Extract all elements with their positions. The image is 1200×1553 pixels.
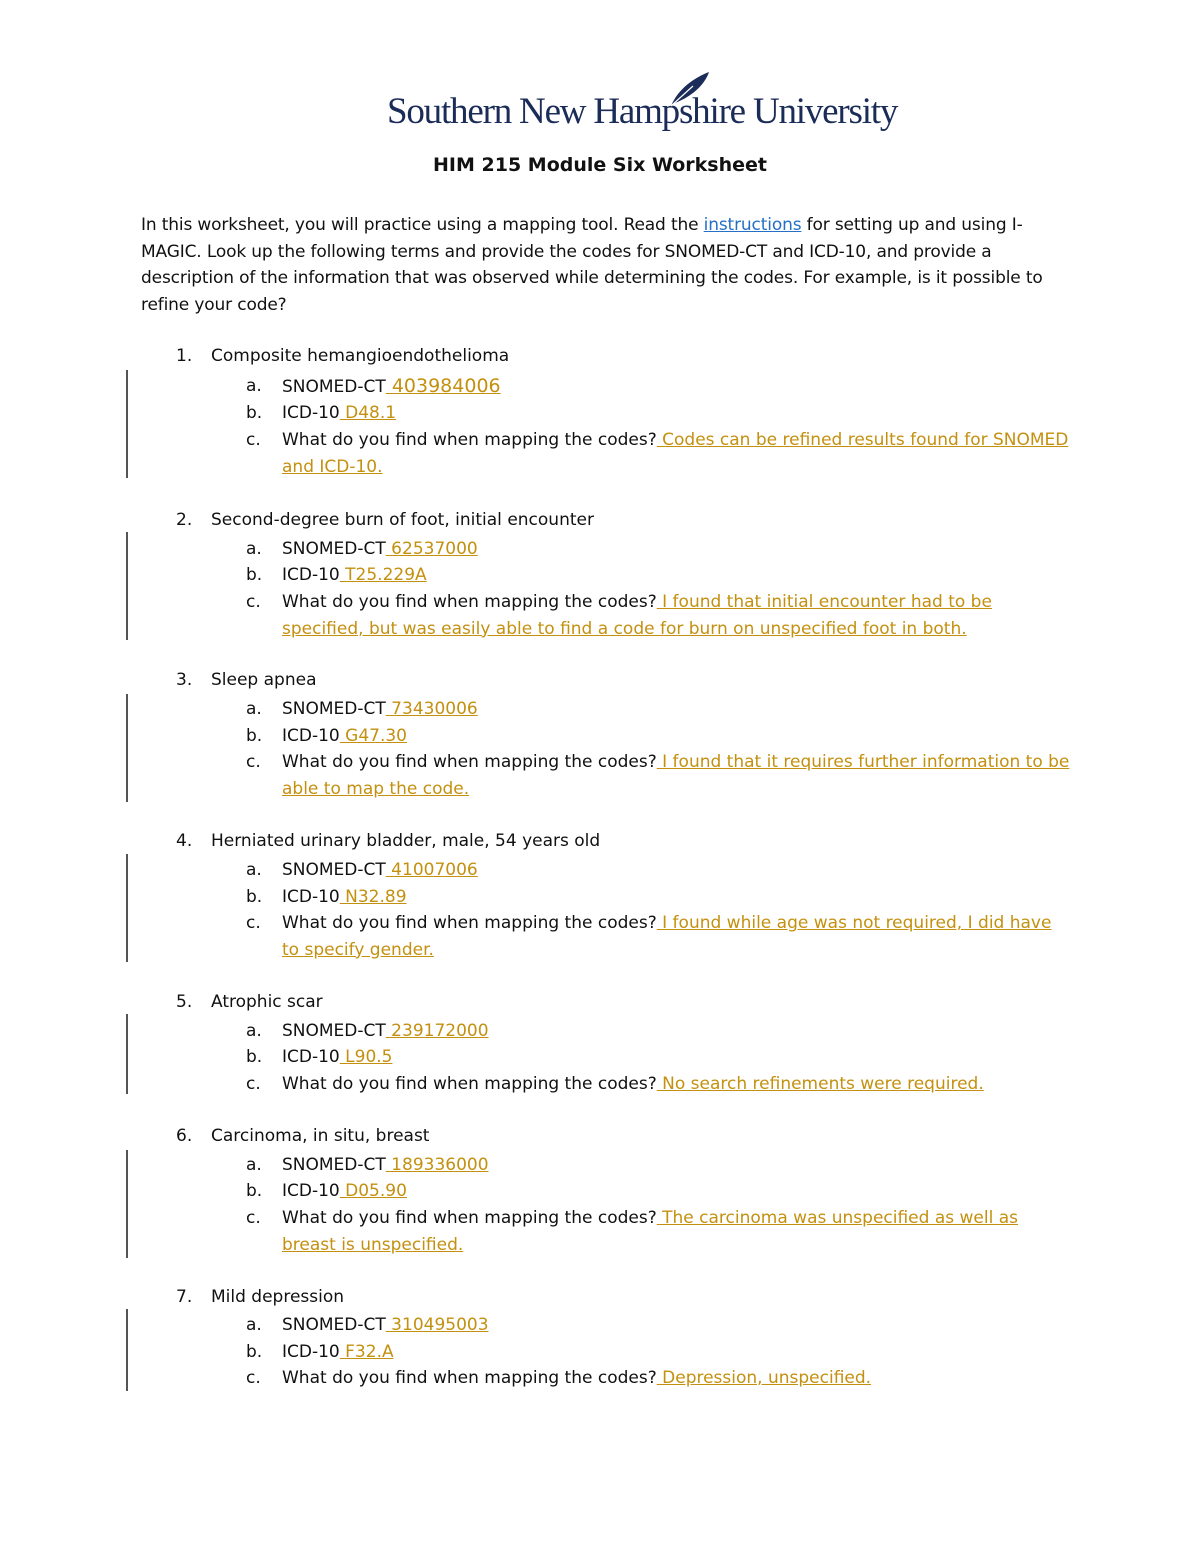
intro-text-2: for setting up and using I-MAGIC. Look up the following terms and provide the codes for SNOMED-CT and ICD-10, and provide a description of the information that was observed while determining the codes. For example, is it possible to refine your code? [141, 215, 1043, 315]
mapping-answer: I found that initial encounter had to be specified, but was easily able to find a code for burn on unspecified foot in both. [282, 592, 992, 639]
worksheet-page: Southern New Hampshire University HIM 215 Module Six Worksheet In this worksheet, you will practice using a mapping tool. Read the instructions for setting up and using I-MAGIC. Look up the following terms and provide the codes for SNOMED-CT and ICD-10, and provide a description of the information that was observed while determining the codes. For example, is it possible to refine your code? 1. Composite hemangioendothelioma a. SNOMED-CT 403984006 b. ICD-10 D48.1 c. What do you find when mapping the codes? Codes can be refined results found for SNOMED and ICD-10. 2. Second-degree burn of foot, initial encounter a. SNOMED-CT 62537000 b. ICD-10 T25.229A c. What do you find when mapping the codes? I found that initial encounter had to be specified, but was easily able to find a code for burn on unspecified foot in both. 3. Sleep apnea a. SNOMED-CT 73430006 b. ICD-10 G47.30 c. What do you find when mapping the codes? I found that it requires further information to be able to map the code. 4. Herniated urinary bladder, male, 54 years old a. SNOMED-CT 41007006 b. ICD-10 N32.89 c. What do you find when mapping the codes? I found while age was not required, I did have to specify gender. 5. Atrophic scar a. SNOMED-CT 239172000 b. ICD-10 L90.5 c. What do you find when mapping the codes? No search refinements were required. 6. Carcinoma, in situ, breast a. SNOMED-CT 189336000 b. ICD-10 D05.90 c. What do you find when mapping the codes? The carcinoma was unspecified as well as breast is unspecified. 7. Mild depression a. SNOMED-CT 310495003 b. ICD-10 F32.A c. What do you find when mapping the codes? Depression, unspecified. [0, 0, 1200, 1553]
page-title: HIM 215 Module Six Worksheet [433, 154, 767, 176]
university-logo-text: Southern New Hampshire University [387, 91, 898, 132]
revision-bar [126, 1309, 128, 1391]
icd10-code: G47.30 [339, 726, 407, 746]
snomed-code: 239172000 [385, 1021, 489, 1041]
revision-bar [126, 1150, 128, 1258]
icd10-code: T25.229A [339, 565, 427, 585]
snomed-code: 62537000 [385, 539, 478, 559]
revision-bar [126, 532, 128, 640]
mapping-answer: Depression, unspecified. [656, 1368, 872, 1388]
icd10-code: D05.90 [339, 1181, 407, 1201]
question-term: 7. Mild depression [176, 1287, 345, 1307]
revision-bar [126, 854, 128, 962]
mapping-answer: I found while age was not required, I did have to specify gender. [282, 913, 1052, 960]
snomed-code: 403984006 [385, 375, 501, 397]
question-term: 5. Atrophic scar [176, 992, 323, 1012]
snomed-code: 189336000 [385, 1155, 489, 1175]
revision-bar [126, 694, 128, 802]
mapping-answer: Codes can be refined results found for SNOMED and ICD-10. [282, 430, 1069, 477]
quill-icon [647, 70, 717, 110]
question-term: 2. Second-degree burn of foot, initial encounter [176, 510, 594, 530]
icd10-code: D48.1 [339, 403, 397, 423]
snomed-code: 310495003 [385, 1315, 489, 1335]
revision-bar [126, 370, 128, 478]
mapping-answer: No search refinements were required. [656, 1074, 984, 1094]
university-logo [387, 70, 898, 140]
icd10-code: L90.5 [339, 1047, 393, 1067]
snomed-code: 73430006 [385, 699, 478, 719]
instructions-link[interactable]: instructions [703, 215, 802, 235]
question-term: 3. Sleep apnea [176, 670, 317, 690]
intro-text-1: In this worksheet, you will practice using a mapping tool. Read the [141, 215, 704, 235]
question-term: 1. Composite hemangioendothelioma [176, 346, 510, 366]
snomed-code: 41007006 [385, 860, 478, 880]
intro-paragraph [141, 212, 1066, 318]
revision-bar [126, 1014, 128, 1094]
icd10-code: F32.A [339, 1342, 394, 1362]
mapping-answer: The carcinoma was unspecified as well as breast is unspecified. [282, 1208, 1019, 1255]
mapping-answer: I found that it requires further information to be able to map the code. [282, 752, 1070, 799]
question-term: 6. Carcinoma, in situ, breast [176, 1126, 430, 1146]
question-term: 4. Herniated urinary bladder, male, 54 years old [176, 831, 601, 851]
icd10-code: N32.89 [339, 887, 407, 907]
